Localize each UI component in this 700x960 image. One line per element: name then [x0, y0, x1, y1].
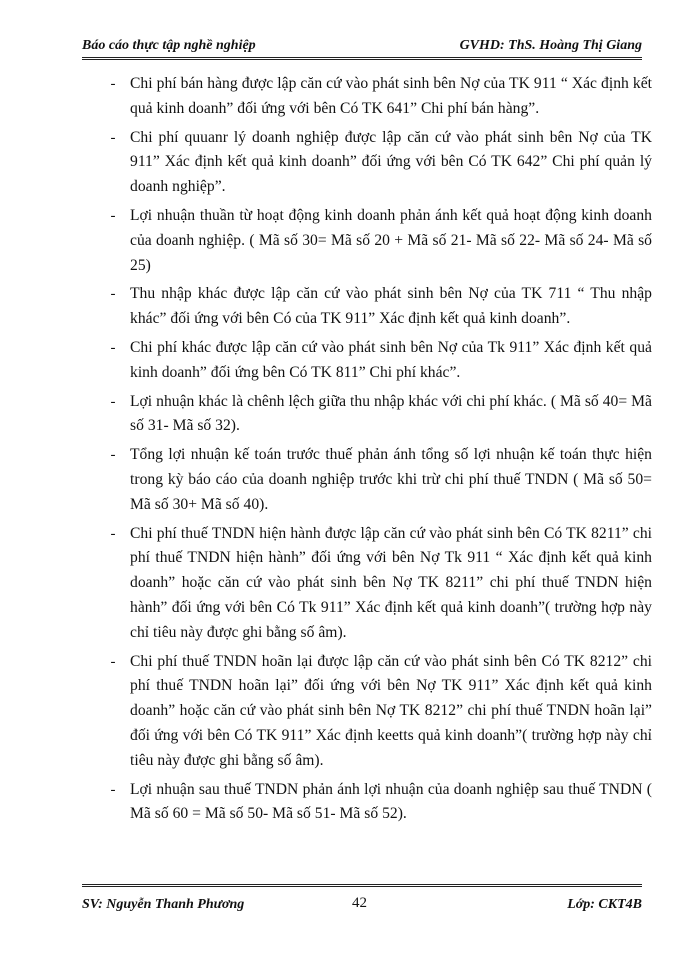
- list-item-text: Lợi nhuận khác là chênh lệch giữa thu nhập khác với chi phí khác. ( Mã số 40= Mã số 31- Mã số 32).: [130, 392, 652, 435]
- bullet-dash: -: [110, 207, 116, 224]
- list-item: [106, 522, 652, 646]
- list-item-text: Lợi nhuận thuần từ hoạt động kinh doanh phản ánh kết quả hoạt động kinh doanh của doanh nghiệp. ( Mã số 30= Mã số 20 + Mã số 21- Mã số 22- Mã số 24- Mã số 25): [130, 206, 652, 274]
- list-item: [106, 650, 652, 774]
- list-item: [106, 443, 652, 517]
- bullet-dash: -: [110, 653, 116, 670]
- list-item-text: Thu nhập khác được lập căn cứ vào phát sinh bên Nợ của TK 711 “ Thu nhập khác” đối ứng với bên Có của TK 911” Xác định kết quả kinh doanh”.: [130, 285, 652, 328]
- list-item-text: Chi phí thuế TNDN hiện hành được lập căn cứ vào phát sinh bên Có TK 8211” chi phí thuế TNDN hiện hành” đối ứng với bên Nợ Tk 911 “ Xác định kết quả kinh doanh” hoặc căn cứ vào phát sinh bên Nợ TK 8211” chi phí thuế TNDN hiện hành” đối ứng với bên Có Tk 911” Xác định kết quả kinh doanh”( trường hợp này chỉ tiêu này được ghi bằng số âm).: [130, 524, 652, 641]
- page-content: [106, 72, 652, 831]
- list-item-text: Chi phí quuanr lý doanh nghiệp được lập căn cứ vào phát sinh bên Nợ của TK 911” Xác định kết quả kinh doanh” đối ứng với bên Có TK 642” Chi phí quản lý doanh nghiệp”.: [130, 128, 652, 196]
- list-item-text: Chi phí thuế TNDN hoãn lại được lập căn cứ vào phát sinh bên Có TK 8212” chi phí thuế TNDN hoãn lại” đối ứng với bên Nợ TK 911” Xác định kết quả kinh doanh” hoặc căn cứ vào phát sinh bên Nợ TK 8212” chi phí thuế TNDN hoãn lại” đối ứng với bên Có TK 911” Xác định keetts quả kinh doanh”( trường hợp này chỉ tiêu này được ghi bằng số âm).: [130, 652, 652, 769]
- list-item: [106, 126, 652, 200]
- page-number: 42: [352, 895, 367, 911]
- bullet-dash: -: [110, 447, 116, 464]
- list-item: [106, 778, 652, 828]
- list-item: [106, 282, 652, 332]
- bullet-dash: -: [110, 286, 116, 303]
- header-report-title: Báo cáo thực tập nghề nghiệp: [82, 38, 256, 53]
- list-item: [106, 390, 652, 440]
- list-item-text: Lợi nhuận sau thuế TNDN phản ánh lợi nhuận của doanh nghiệp sau thuế TNDN ( Mã số 60 = Mã số 50- Mã số 51- Mã số 52).: [130, 780, 652, 823]
- bullet-dash: -: [110, 525, 116, 542]
- bullet-dash: -: [110, 339, 116, 356]
- page-header: [82, 30, 642, 60]
- footer-student-name: SV: Nguyễn Thanh Phương: [82, 897, 245, 912]
- list-item: [106, 336, 652, 386]
- bullet-dash: -: [110, 393, 116, 410]
- bullet-dash: -: [110, 76, 116, 92]
- document-page: [82, 30, 652, 912]
- bullet-dash: -: [110, 129, 116, 146]
- list-item: [106, 204, 652, 278]
- list-item-text: Tổng lợi nhuận kế toán trước thuế phản ánh tổng số lợi nhuận kế toán thực hiện trong kỳ báo cáo của doanh nghiệp trước khi trừ chi phí thuế TNDN ( Mã số 50= Mã số 30+ Mã số 40).: [130, 446, 652, 513]
- page-footer: [82, 884, 642, 920]
- bullet-dash: -: [110, 781, 116, 798]
- list-item: [106, 72, 652, 122]
- header-supervisor: GVHD: ThS. Hoàng Thị Giang: [459, 38, 642, 53]
- list-item-text: Chi phí khác được lập căn cứ vào phát sinh bên Nợ của Tk 911” Xác định kết quả kinh doanh” đối ứng bên Có TK 811” Chi phí khác”.: [130, 338, 652, 381]
- list-item-text: Chi phí bán hàng được lập căn cứ vào phát sinh bên Nợ của TK 911 “ Xác định kết quả kinh doanh” đối ứng với bên Có TK 641” Chi phí bán hàng”.: [130, 75, 652, 117]
- footer-class: Lớp: CKT4B: [567, 897, 642, 912]
